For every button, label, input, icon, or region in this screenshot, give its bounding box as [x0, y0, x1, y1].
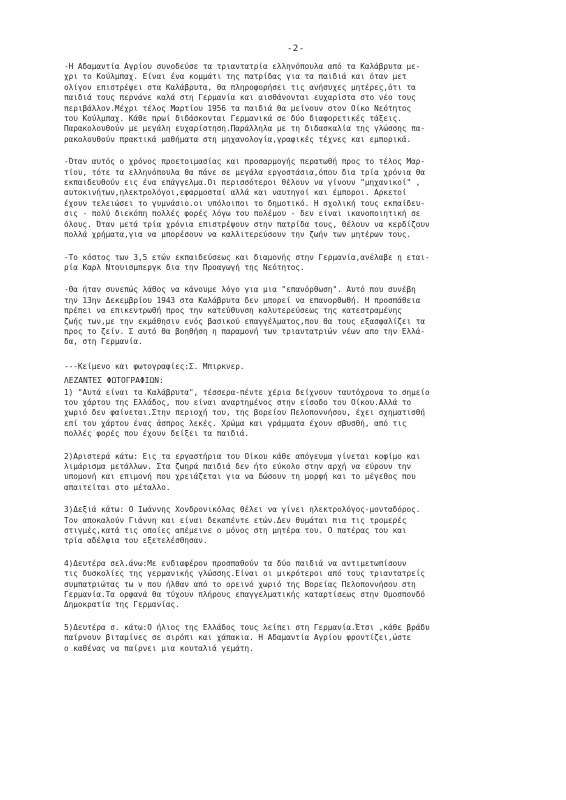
photo-caption — [64, 623, 504, 654]
text-line: πολλές φορές που έχουν δείξει τα παιδιά. — [64, 429, 250, 439]
text-line: Δημοκρατία της Γερμανίας. — [64, 600, 180, 610]
text-line: χωριό δεν φαίνεται.Στην περιοχή του, της βορείου Πελοποννήσου, έχει σχηματισθή — [64, 408, 426, 418]
photo-caption — [64, 505, 504, 547]
text-line: πρέπει να επικεντρωθή προς την κατεύθυνση καλυτερεύσεως της κατεστραμένης — [64, 306, 402, 316]
text-line: ο καθένας να παίρνει μια κουταλιά γεμάτη. — [64, 643, 254, 653]
text-line: την 13ην Δεκεμβρίου 1943 στα Καλάβρυτα δεν μπορεί να επανορθωθή. Η προσπάθεια — [64, 295, 421, 305]
text-line: ζωής των,με την εκμάθησιν ενός βασικού επαγγέλματος,που θα τους εξασφαλίζει τα — [64, 316, 426, 326]
text-line: ολίγον επιστρέψει στα Καλάβρυτα, θα πληροφορήσει τις ανήσυχες μητέρες,ότι τα — [64, 82, 416, 92]
document-body — [64, 62, 504, 654]
paragraph — [64, 285, 504, 347]
paragraph — [64, 62, 504, 145]
text-line: -Το κόστος των 3,5 ετών εκπαιδεύσεως και διαμονής στην Γερμανία,ανέλαβε η εται- — [64, 252, 430, 262]
text-line: παιδιά τους περνάνε καλά στη Γερμανία και αισθάνονται ευχαρίστα στο νέο τους — [64, 93, 416, 103]
text-line: 3)Δεξιά κάτω: Ο Ιωάννης Χονδρονικόλας θέλει να γίνει ηλεκτρολόγος-μονταδόρος. — [64, 505, 421, 515]
text-line: -Όταν αυτός ο χρόνος προετοιμασίας και προσαρμογής περατωθή προς το τέλος Μαρ- — [64, 157, 426, 167]
page-number: -2- — [287, 44, 305, 54]
text-line: παίρνουν βιταμίνες σε σιρόπι και χάπακια. Η Αδαμαντία Αγρίου φροντίζει,ώστε — [64, 633, 412, 643]
text-line: υπομονή και επιμονή που χρειάζεται για να δώσουν τη μορφή και το μέγεθος που — [64, 472, 416, 482]
paragraph — [64, 362, 504, 372]
text-line: πολλά χρήματα,για να μπορέσουν να καλλιτερεύσουν την ζωήν των μητέρων τους. — [64, 230, 412, 240]
text-line: ρακολουθούν πρακτικά μαθήματα στη μηχανολογία,γραφικές τέχνες και εμπορικά. — [64, 134, 412, 144]
photo-caption — [64, 388, 504, 440]
text-line: 5)Δευτέρα σ. κάτω:Ο ήλιος της Ελλάδος τους λείπει στη Γερμανία.Έτσι ,κάθε βράδυ — [64, 622, 430, 632]
text-line: τίου, τότε τα ελληνόπουλα θα πάνε σε μεγάλα εργοστάσια,όπου δια τρία χρόνια θα — [64, 167, 426, 177]
text-line: χρι το Κούλμπαχ. Είναι ένα κομμάτι της πατρίδας για τα παιδιά και όταν μετ — [64, 72, 407, 82]
text-line: τις δυσκολίες της γερμανικής γλώσσης.Είναι οι μικρότεροι από τους τριαντατρείς — [64, 569, 426, 579]
text-line: εκπαιδευθούν εις ένα επάγγελμα.Οι περισσότεροι θέλουν να γίνουν "μηχανικοί" , — [64, 178, 421, 188]
text-line: λιμάρισμα μετάλλων. Στα ζωηρά παιδιά δεν ήτο εύκολο στην αρχή να εύρουν την — [64, 462, 412, 471]
text-line: 2)Αριστερά κάτω: Εις τα εργαστήρια του Οίκου κάθε απόγευμα γίνεται κοφίμο και — [64, 451, 421, 461]
text-line: απαιτείται στο μέταλλο. — [64, 482, 171, 492]
text-line: όλους. Όταν μετά τρία χρόνια επιστρέψουν στην πατρίδα τους, θέλουν να κερδίζουν — [64, 219, 430, 229]
text-line: περιβάλλον.Μέχρι τέλος Μαρτίου 1956 τα παιδιά θα μείνουν στον Οίκο Νεότητος — [64, 103, 412, 113]
text-line: τρία αδέλφια του εξετελέσθησαν. — [64, 536, 208, 546]
text-line: στιγμές,κατά τις οποίες απέμεινε ο μόνος στη μητέρα του. Ο πατέρας του και — [64, 526, 407, 536]
text-line: -Η Αδαμαντία Αγρίου συνοδεύσε τα τριαντατρία ελληνόπουλα από τα Καλάβρυτα με- — [64, 62, 421, 71]
text-line: -Θα ήταν συνεπώς λάθος να κάνουμε λόγο για μια "επανόρθωση". Αυτό που συνέβη — [64, 285, 416, 295]
text-line: ρία Καρλ Ντουισμπεργκ δια την Προαγωγή της Νεότητος. — [64, 262, 305, 272]
text-line: 4)Δευτέρα σελ.άνω:Με ενδιαφέρον προσπαθούν τα δύο παιδιά να αντιμετωπίσουν — [64, 558, 407, 568]
captions-heading: ΛΕΖΑΝΤΕΣ ΦΩΤΟΓΡΑΦΙΩΝ: — [64, 376, 164, 386]
captions-list — [64, 388, 504, 655]
text-line: συμπατριώτας τω ν που ήλθαν από το ορεινό χωριό της Βορείας Πελοποννήσου στη — [64, 579, 416, 589]
text-line: έχουν τελειώσει το γυμνάσιο.οι υπόλοιποι το δημοτικό. Η σχολική τους εκπαίδευ- — [64, 198, 426, 208]
paragraph — [64, 253, 504, 274]
text-line: αυτοκινήτων,ηλεκτρολόγοι,εφαρμοσταί αλλά και ναυτηγοί και έμποροι. Αρκετοί — [64, 188, 407, 198]
text-line: του χάρτου της Ελλάδος, που είναι αναρτημένος στην είσοδο του Οίκου.Αλλά το — [64, 397, 412, 407]
text-line: Γερμανία.Τα ορφανά θα τύχουν πλήρους επαγγελματικής καταρτίσεως στην Ομοσπονδό — [64, 590, 426, 600]
text-line: δα, στη Γερμανία. — [64, 337, 143, 347]
text-line: σις - πολύ διεκόπη πολλές φορές λόγω του πολέμου - δεν είναι ικανοποιητική σε — [64, 209, 421, 219]
text-line: προς το ζείν. Σ αυτό θα βοηθήση η παραμονή των τριαντατριών νέων απο την Ελλά- — [64, 326, 426, 336]
photo-caption — [64, 559, 504, 611]
article-text — [64, 62, 504, 372]
text-line: Τον αποκαλούν Γιάννη και είναι δεκαπέντε ετών.Δεν θυμάται πια τις τρομερές — [64, 515, 407, 525]
text-line: του Κούλμπαχ. Κάθε πρωί διδάσκονται Γερμανικά σε δύο διαφορετικές τάξεις. — [64, 114, 402, 124]
paragraph — [64, 157, 504, 240]
text-line: Παρακολουθούν με μεγάλη ευχαρίστηση.Παράλληλα με τη διδασκαλία της γλώσσης πα- — [64, 124, 426, 134]
text-line: επί του χάρτου ένας άσπρος λεκές. Χρώμα και γράμματα έχουν σβυσθή, από τις — [64, 418, 407, 428]
text-line: ---Κείμενο και φωτογραφίες:Σ. Μπιρκνερ. — [64, 361, 245, 371]
photo-caption — [64, 452, 504, 494]
text-line: 1) "Αυτά είναι τα Καλάβρυτα", τέσσερα-πέντε χέρια δείχνουν ταυτόχρονα το σημείο — [64, 387, 430, 397]
